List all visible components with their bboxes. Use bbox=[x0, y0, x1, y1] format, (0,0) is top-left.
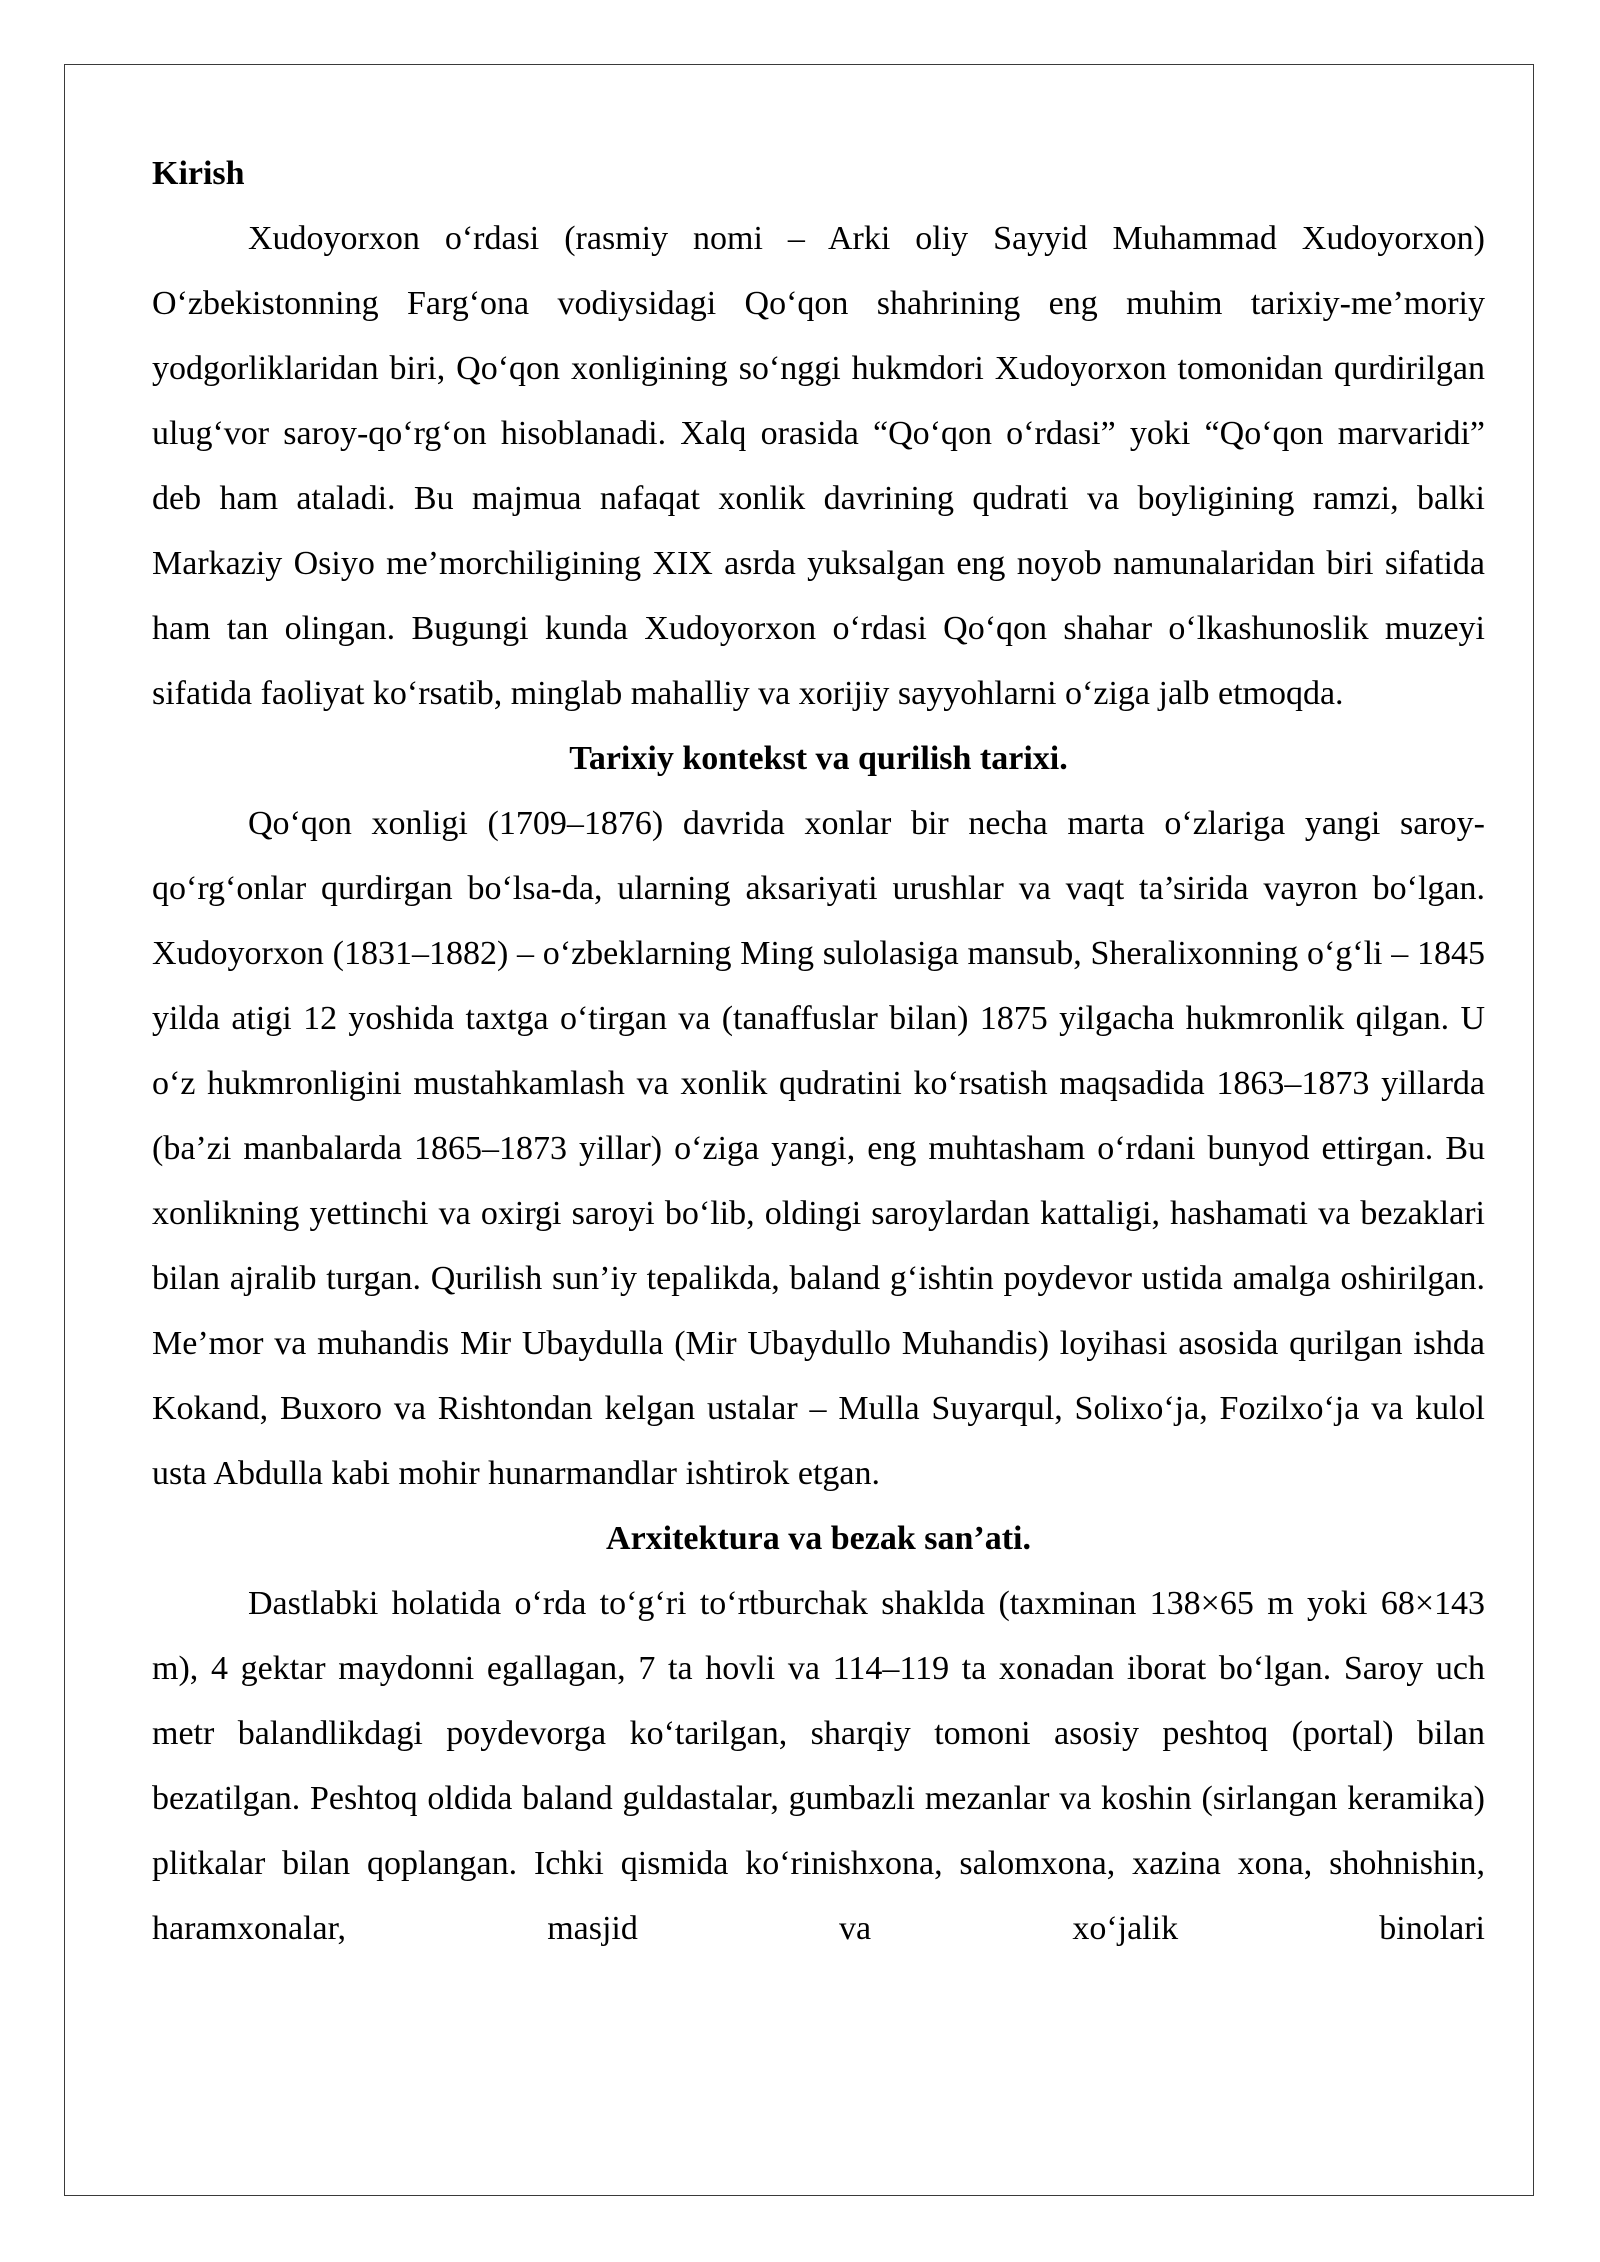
paragraph-architecture: Dastlabki holatida o‘rda to‘g‘ri to‘rtburchak shaklda (taxminan 138×65 m yoki 68×143 m), 4 gektar maydonni egallagan, 7 ta hovli va 114–119 ta xonadan iborat bo‘lgan. Saroy uch metr balandlikdagi poydevorga ko‘tarilgan, sharqiy tomoni asosiy peshtoq (portal) bilan bezatilgan. Peshtoq oldida baland guldastalar, gumbazli mezanlar va koshin (sirlangan keramika) plitkalar bilan qoplangan. Ichki qismida ko‘rinishxona, salomxona, xazina xona, shohnishin, haramxonalar, masjid va xo‘jalik binolari bbox=[152, 1585, 1485, 1947]
section-heading-history: Tarixiy kontekst va qurilish tarixi. bbox=[569, 740, 1068, 777]
paragraph-intro: Xudoyorxon o‘rdasi (rasmiy nomi – Arki oliy Sayyid Muhammad Xudoyorxon) O‘zbekistonning Farg‘ona vodiysidagi Qo‘qon shahrining eng muhim tarixiy-me’moriy yodgorliklaridan biri, Qo‘qon xonligining so‘nggi hukmdori Xudoyorxon tomonidan qurdirilgan ulug‘vor saroy-qo‘rg‘on hisoblanadi. Xalq orasida “Qo‘qon o‘rdasi” yoki “Qo‘qon marvaridi” deb ham ataladi. Bu majmua nafaqat xonlik davrining qudrati va boyligining ramzi, balki Markaziy Osiyo me’morchiligining XIX asrda yuksalgan eng noyob namunalaridan biri sifatida ham tan olingan. Bugungi kunda Xudoyorxon o‘rdasi Qo‘qon shahar o‘lkashunoslik muzeyi sifatida faoliyat ko‘rsatib, minglab mahalliy va xorijiy sayyohlarni o‘ziga jalb etmoqda. bbox=[152, 220, 1485, 712]
section-heading-architecture: Arxitektura va bezak san’ati. bbox=[606, 1520, 1031, 1557]
paragraph-history: Qo‘qon xonligi (1709–1876) davrida xonlar bir necha marta o‘zlariga yangi saroy-qo‘rg‘onlar qurdirgan bo‘lsa-da, ularning aksariyati urushlar va vaqt ta’sirida vayron bo‘lgan. Xudoyorxon (1831–1882) – o‘zbeklarning Ming sulolasiga mansub, Sheralixonning o‘g‘li – 1845 yilda atigi 12 yoshida taxtga o‘tirgan va (tanaffuslar bilan) 1875 yilgacha hukmronlik qilgan. U o‘z hukmronligini mustahkamlash va xonlik qudratini ko‘rsatish maqsadida 1863–1873 yillarda (ba’zi manbalarda 1865–1873 yillar) o‘ziga yangi, eng muhtasham o‘rdani bunyod ettirgan. Bu xonlikning yettinchi va oxirgi saroyi bo‘lib, oldingi saroylardan kattaligi, hashamati va bezaklari bilan ajralib turgan. Qurilish sun’iy tepalikda, baland g‘ishtin poydevor ustida amalga oshirilgan. Me’mor va muhandis Mir Ubaydulla (Mir Ubaydullo Muhandis) loyihasi asosida qurilgan ishda Kokand, Buxoro va Rishtondan kelgan ustalar – Mulla Suyarqul, Solixo‘ja, Fozilxo‘ja va kulol usta Abdulla kabi mohir hunarmandlar ishtirok etgan. bbox=[152, 805, 1485, 1492]
section-heading-intro: Kirish bbox=[152, 155, 245, 192]
document-body bbox=[152, 141, 1485, 1961]
